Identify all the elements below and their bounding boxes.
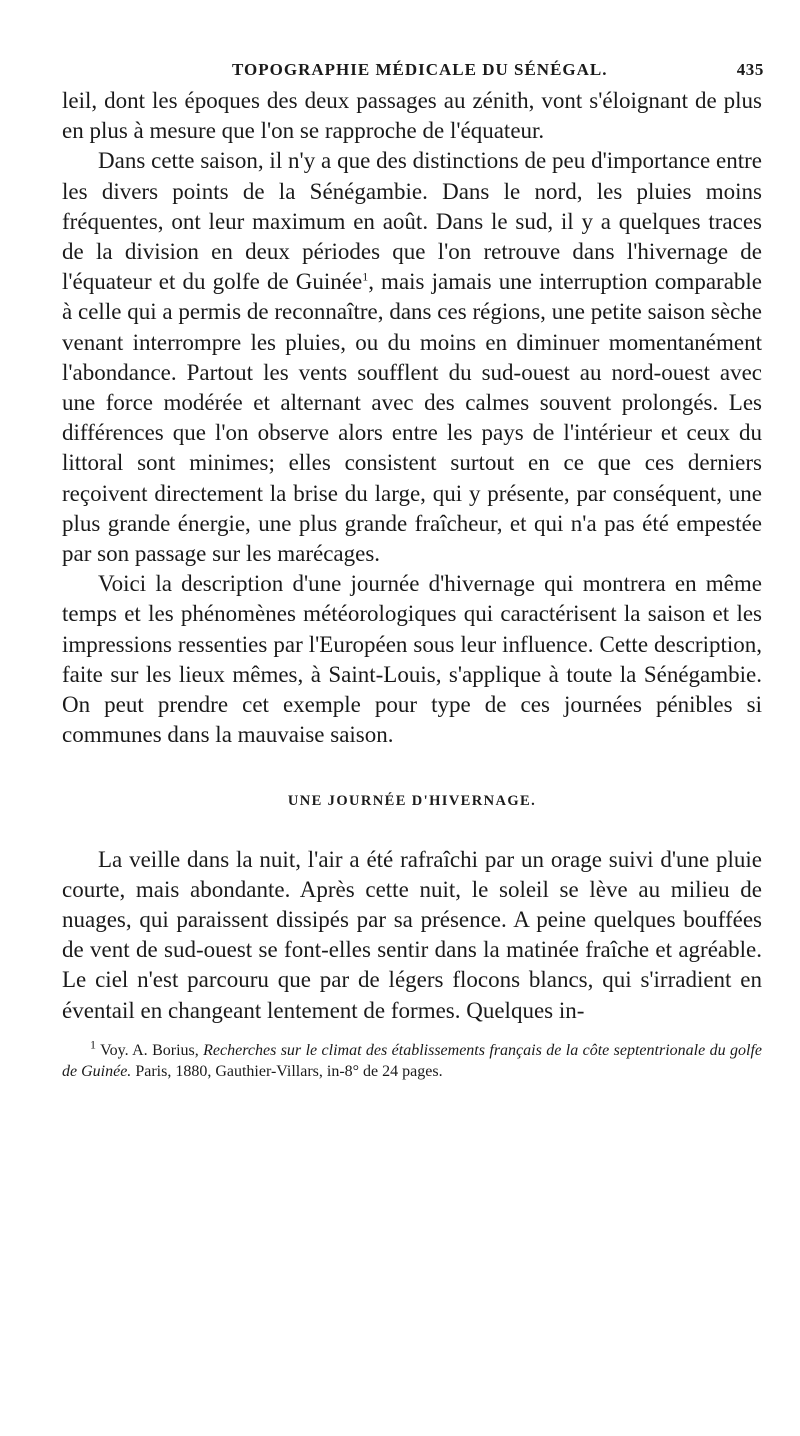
section-heading: UNE JOURNÉE D'HIVERNAGE. [287,793,537,810]
paragraph-2-start: Dans cette saison, il n'y a que des distinctions de peu d'importance entre les divers points de la Sénégambie. Dans le nord, les pluies moins fréquentes, ont leur maximum en août. Dans le sud, il y a quelques traces de la division en deux périodes que l'on retrouve dans l'hivernage de l'équateur et du golfe de Guinée [62,148,762,295]
footnote-lead: Voy. A. Borius, [100,1041,204,1059]
footnote-rest: Paris, 1880, Gauthier-Villars, in-8° de 24 pages. [131,1062,443,1080]
paragraph-4: La veille dans la nuit, l'air a été rafraîchi par un orage suivi d'une pluie courte, mais abondante. Après cette nuit, le soleil se lève au milieu de nuages, qui paraissent dissipés par sa présence. A peine quelques bouffées de vent de sud-ouest se font-elles sentir dans la matinée fraîche et agréable. Le ciel n'est parcouru que par de légers flocons blancs, qui s'irradient en éventail en changeant lentement de formes. Quelques in- [62,846,762,1023]
book-page [62,52,762,1082]
paragraph-2-end: , mais jamais une interruption comparable à celle qui a permis de reconnaître, dans ces régions, une petite saison sèche venant interrompre les pluies, ou du moins en diminuer momentanément l'abondance. Partout les vents soufflent du sud-ouest au nord-ouest avec une force modérée et alternant avec des calmes souvent prolongés. Les différences que l'on observe alors entre les pays de l'intérieur et ceux du littoral sont minimes; elles consistent surtout en ce que ces derniers reçoivent directement la brise du large, qui y présente, par conséquent, une plus grande énergie, une plus grande fraîcheur, et qui n'a pas été empestée par son passage sur les marécages. [62,269,763,567]
running-title: TOPOGRAPHIE MÉDICALE DU SÉNÉGAL. [232,60,608,79]
footnote-marker: 1 [362,269,369,284]
footnote-number: 1 [90,1037,96,1052]
body-text [62,86,762,1026]
paragraph-3: Voici la description d'une journée d'hivernage qui montrera en même temps et les phénomènes météorologiques qui caractérisent la saison et les impressions ressenties par l'Européen sous leur influence. Cette description, faite sur les lieux mêmes, à Saint-Louis, s'applique à toute la Sénégambie. On peut prendre cet exemple pour type de ces journées pénibles si communes dans la mauvaise saison. [62,571,762,748]
paragraph-1: leil, dont les époques des deux passages au zénith, vont s'éloignant de plus en plus à mesure que l'on se rapproche de l'équateur. [62,88,762,144]
paragraph-2 [62,146,762,569]
running-head [62,52,762,86]
footnote [62,1037,763,1082]
page-number: 435 [736,60,764,79]
footnote-title: Recherches sur le climat des établissements français de la côte septentrionale du golfe de Guinée. [62,1041,763,1080]
